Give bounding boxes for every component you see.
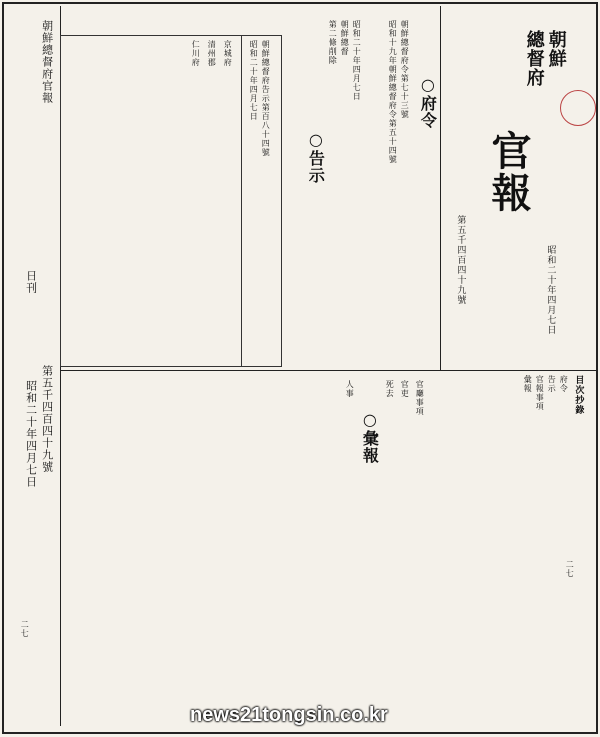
ordinance-line-6: 朝鮮總督 — [340, 20, 350, 56]
news-line-1: 官廳事項 — [415, 380, 425, 416]
page-number: 二七 — [565, 560, 575, 578]
news-line-4: 人事 — [345, 380, 355, 398]
ordinance-heading: ○府令 — [418, 75, 438, 129]
contents-heading: 目次抄錄 — [573, 375, 584, 415]
ordinance-line-2: 昭和十九年朝鮮總督府令第五十四號 — [388, 20, 398, 164]
masthead-date: 昭和二十年四月七日 — [545, 245, 556, 335]
table-intro-2: 昭和二十年四月七日 — [249, 40, 259, 121]
ordinance-line-7: 第二條削除 — [328, 20, 338, 65]
gazette-news-heading: ○彙報 — [360, 410, 380, 464]
masthead-title: 官報 — [485, 130, 532, 214]
masthead-chosen: 朝鮮 — [545, 30, 567, 68]
news-line-3: 死去 — [385, 380, 395, 398]
contents-block — [445, 375, 595, 705]
ordinance-line-5: 昭和二十年四月七日 — [352, 20, 362, 101]
issue-line: 第五千四百四十九號 — [40, 365, 54, 473]
seal-stamp — [560, 90, 596, 126]
contents-item-2: 告示 — [547, 375, 557, 393]
table-row-1: 京城府 — [223, 40, 233, 67]
publisher-line: 朝鮮總督府官報 — [40, 20, 54, 104]
masthead-govgen: 總督府 — [523, 30, 545, 87]
notice-heading: ○告示 — [306, 130, 326, 184]
middle-divider — [60, 370, 596, 371]
notice-table — [60, 35, 282, 367]
table-row-3: 仁川府 — [191, 40, 201, 67]
ordinance-line-1: 朝鮮總督府令第七十三號 — [400, 20, 410, 119]
contents-item-4: 彙報 — [523, 375, 533, 393]
masthead-issue: 第五千四百四十九號 — [455, 215, 466, 305]
gazette-news-block — [60, 380, 440, 705]
table-row-2: 清州郡 — [207, 40, 217, 67]
daily-line: 日刊 — [24, 270, 38, 294]
ordinance-block — [300, 20, 440, 365]
table-intro-1: 朝鮮總督府告示第百八十四號 — [261, 40, 271, 157]
left-header-strip — [6, 20, 66, 710]
masthead — [445, 20, 595, 365]
watermark-text: news21tongsin.co.kr — [190, 704, 388, 726]
page-number-left: 二七 — [20, 620, 30, 638]
date-line: 昭和二十年四月七日 — [24, 380, 38, 488]
contents-item-1: 府令 — [559, 375, 569, 393]
masthead-divider — [440, 6, 441, 371]
table-divider — [241, 36, 242, 366]
news-line-2: 官吏 — [400, 380, 410, 398]
contents-item-3: 官報事項 — [535, 375, 545, 411]
